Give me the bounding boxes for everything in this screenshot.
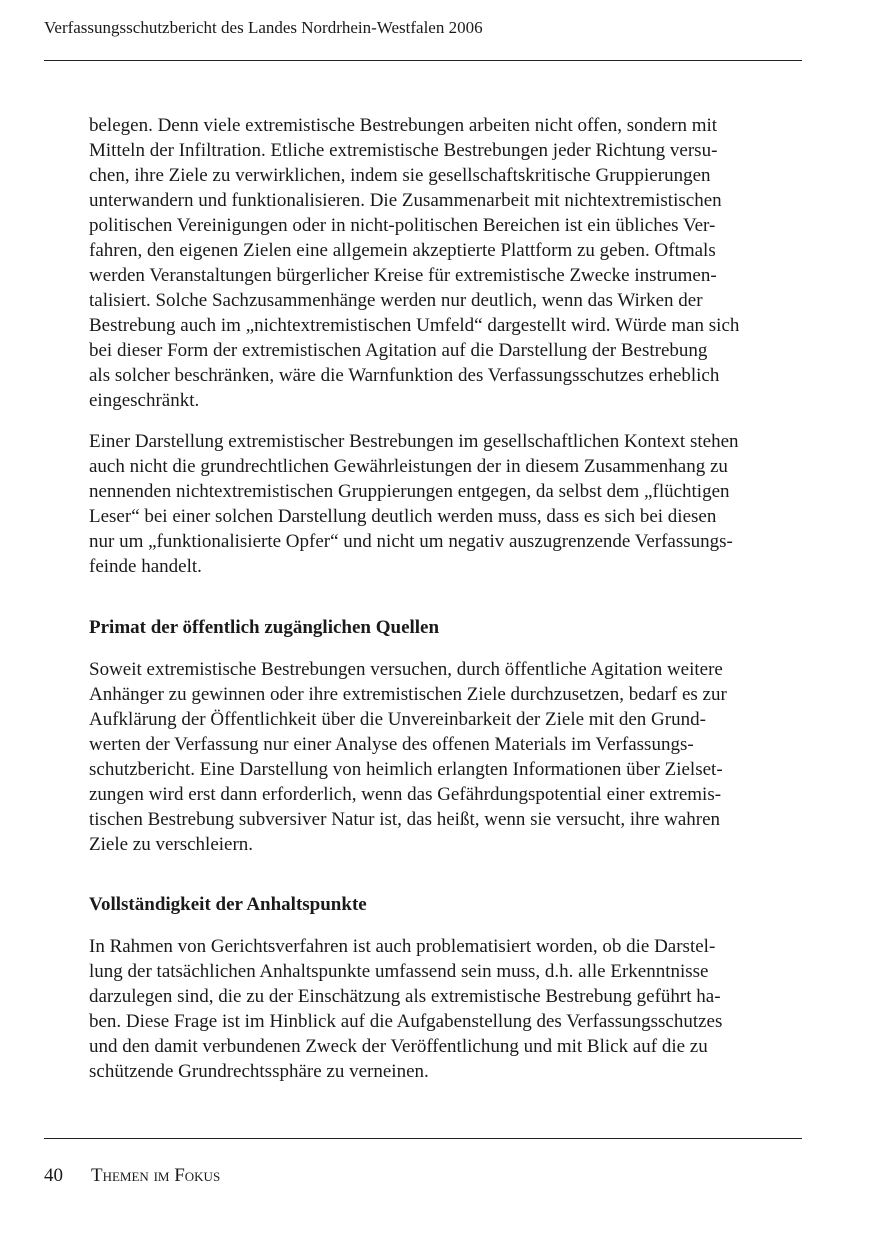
text-line: ben. Diese Frage ist im Hinblick auf die Aufgabenstellung des Verfassungsschutzes — [89, 1011, 723, 1032]
text-line: politischen Vereinigungen oder in nicht-politischen Bereichen ist ein übliches Ver- — [89, 215, 716, 236]
footer-rule — [44, 1138, 802, 1139]
text-line: lung der tatsächlichen Anhaltspunkte umfassend sein muss, d.h. alle Erkenntnisse — [89, 961, 709, 982]
text-line: zungen wird erst dann erforderlich, wenn das Gefährdungspotential einer extremis- — [89, 784, 722, 805]
text-line: als solcher beschränken, wäre die Warnfunktion des Verfassungsschutzes erheblich — [89, 365, 720, 386]
text-line: talisiert. Solche Sachzusammenhänge werden nur deutlich, wenn das Wirken der — [89, 290, 703, 311]
text-line: Einer Darstellung extremistischer Bestrebungen im gesellschaftlichen Kontext stehen — [89, 431, 739, 452]
text-line: tischen Bestrebung subversiver Natur ist, das heißt, wenn sie versucht, ihre wahren — [89, 809, 721, 830]
running-header: Verfassungsschutzbericht des Landes Nordrhein-Westfalen 2006 — [44, 18, 483, 37]
paragraph-infiltration — [89, 113, 802, 413]
page-number: 40 — [44, 1165, 63, 1186]
text-line: Aufklärung der Öffentlichkeit über die Unvereinbarkeit der Ziele mit den Grund- — [89, 709, 706, 730]
text-line: chen, ihre Ziele zu verwirklichen, indem sie gesellschaftskritische Gruppierungen — [89, 165, 711, 186]
text-line: belegen. Denn viele extremistische Bestrebungen arbeiten nicht offen, sondern mit — [89, 115, 718, 136]
text-line: eingeschränkt. — [89, 390, 200, 411]
text-line: In Rahmen von Gerichtsverfahren ist auch problematisiert worden, ob die Darstel- — [89, 936, 716, 957]
text-line: Ziele zu verschleiern. — [89, 834, 254, 855]
text-line: nennenden nichtextremistischen Gruppierungen entgegen, da selbst dem „flüchtigen — [89, 481, 730, 502]
text-line: Soweit extremistische Bestrebungen versuchen, durch öffentliche Agitation weitere — [89, 659, 723, 680]
text-line: Anhänger zu gewinnen oder ihre extremistischen Ziele durchzusetzen, bedarf es zur — [89, 684, 727, 705]
paragraph-public-sources — [89, 657, 802, 857]
text-line: nur um „funktionalisierte Opfer“ und nicht um negativ auszugrenzende Verfassungs- — [89, 531, 733, 552]
text-line: Bestrebung auch im „nichtextremistischen Umfeld“ dargestellt wird. Würde man sich — [89, 315, 740, 336]
text-line: feinde handelt. — [89, 556, 202, 577]
section-heading-vollstaendigkeit: Vollständigkeit der Anhaltspunkte — [89, 894, 367, 915]
text-line: Leser“ bei einer solchen Darstellung deutlich werden muss, dass es sich bei diesen — [89, 506, 717, 527]
text-line: unterwandern und funktionalisieren. Die Zusammenarbeit mit nichtextremistischen — [89, 190, 722, 211]
text-line: schutzbericht. Eine Darstellung von heimlich erlangten Informationen über Zielset- — [89, 759, 723, 780]
text-line: Mitteln der Infiltration. Etliche extremistische Bestrebungen jeder Richtung versu- — [89, 140, 718, 161]
paragraph-context — [89, 429, 802, 579]
text-line: auch nicht die grundrechtlichen Gewährleistungen der in diesem Zusammenhang zu — [89, 456, 728, 477]
text-line: werten der Verfassung nur einer Analyse des offenen Materials im Verfassungs- — [89, 734, 694, 755]
text-line: schützende Grundrechtssphäre zu verneinen. — [89, 1061, 429, 1082]
text-line: werden Veranstaltungen bürgerlicher Kreise für extremistische Zwecke instrumen- — [89, 265, 717, 286]
footer-section-title: Themen im Fokus — [91, 1165, 221, 1186]
text-line: und den damit verbundenen Zweck der Veröffentlichung und mit Blick auf die zu — [89, 1036, 708, 1057]
text-line: darzulegen sind, die zu der Einschätzung als extremistische Bestrebung geführt ha- — [89, 986, 721, 1007]
section-heading-primat: Primat der öffentlich zugänglichen Quellen — [89, 617, 440, 638]
text-line: fahren, den eigenen Zielen eine allgemein akzeptierte Plattform zu geben. Oftmals — [89, 240, 716, 261]
header-rule — [44, 60, 802, 61]
paragraph-completeness — [89, 934, 802, 1084]
text-line: bei dieser Form der extremistischen Agitation auf die Darstellung der Bestrebung — [89, 340, 708, 361]
